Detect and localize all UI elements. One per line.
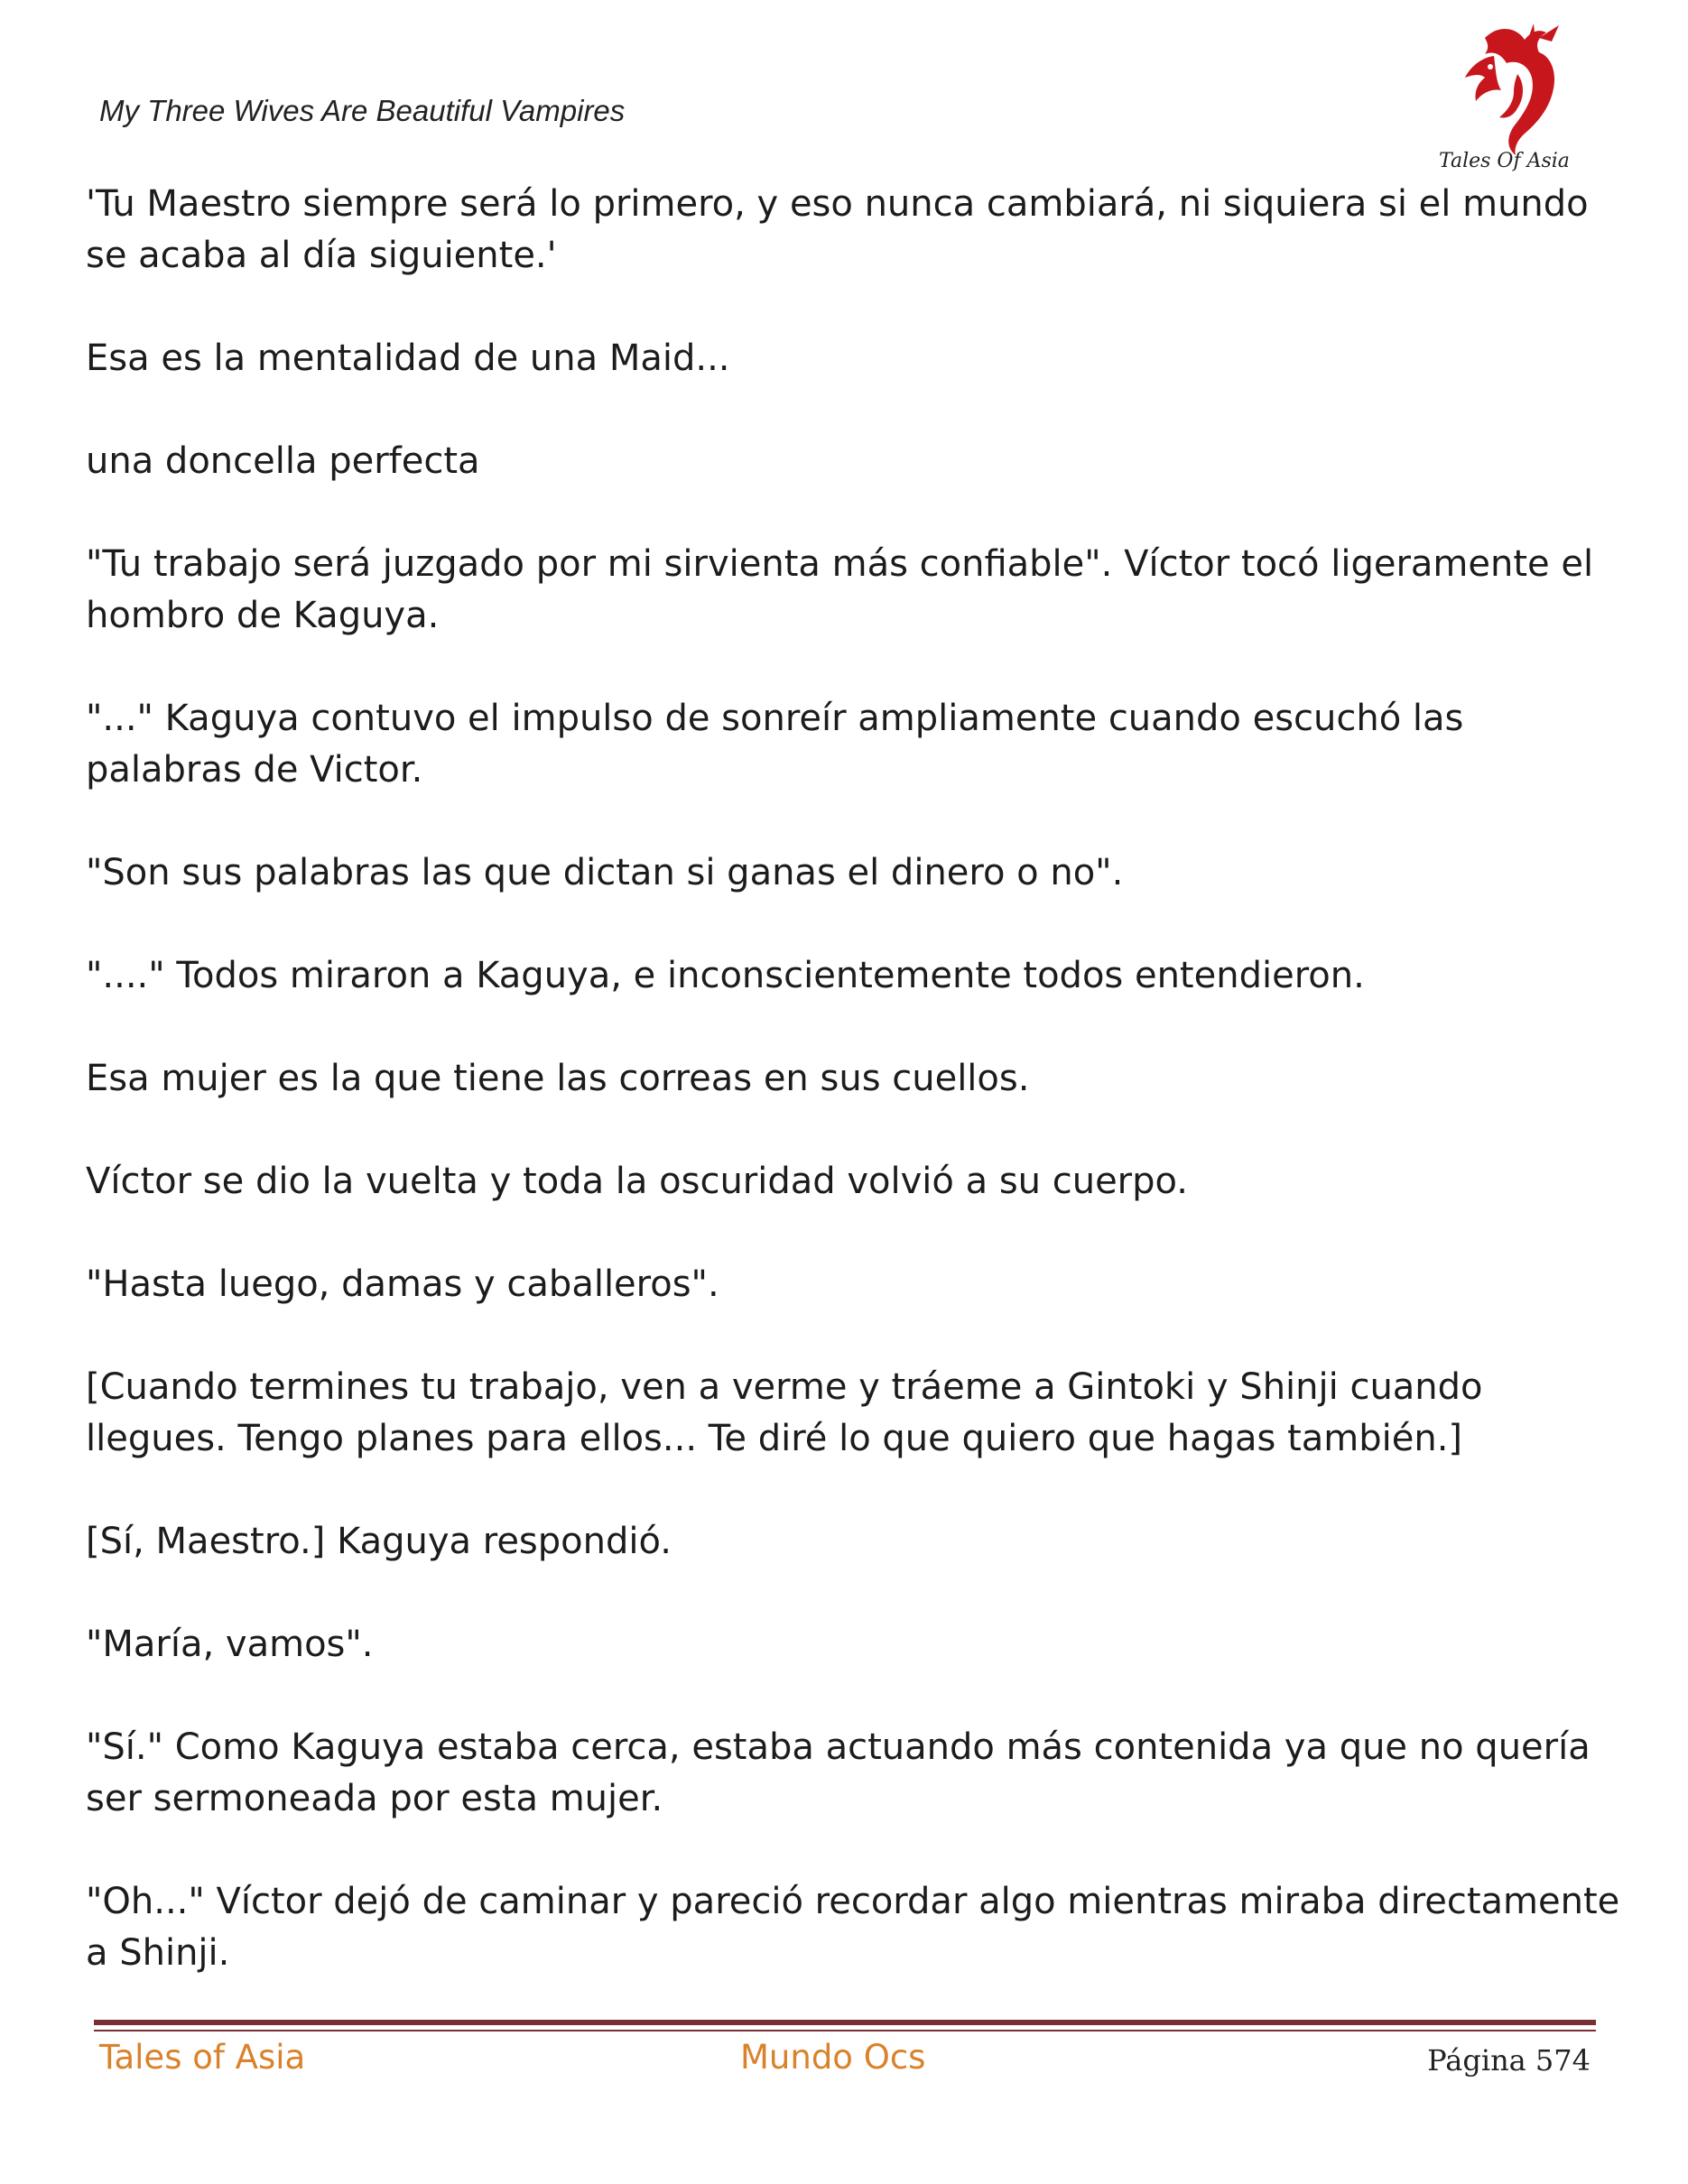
page-number: Página 574: [1427, 2043, 1591, 2078]
book-title: My Three Wives Are Beautiful Vampires: [99, 94, 626, 127]
paragraph: Esa mujer es la que tiene las correas en sus cuellos.: [86, 1058, 1030, 1099]
paragraph: "Oh..." Víctor dejó de caminar y pareció recordar algo mientras miraba directamente a Shinji.: [86, 1881, 1620, 1974]
paragraph: Esa es la mentalidad de una Maid...: [86, 338, 730, 379]
paragraph: "Hasta luego, damas y caballeros".: [86, 1263, 719, 1305]
footer-section-name: Mundo Ocs: [740, 2038, 926, 2077]
paragraph: "...." Todos miraron a Kaguya, e inconscientemente todos entendieron.: [86, 955, 1365, 996]
paragraph: "María, vamos".: [86, 1624, 374, 1665]
paragraph: 'Tu Maestro siempre será lo primero, y eso nunca cambiará, ni siquiera si el mundo se acaba al día siguiente.': [86, 183, 1589, 276]
footer-rule-thick: [94, 2020, 1596, 2025]
chapter-text: [86, 179, 1620, 2031]
footer-site-name: Tales of Asia: [99, 2038, 306, 2077]
paragraph: "Son sus palabras las que dictan si ganas el dinero o no".: [86, 852, 1124, 893]
paragraph: [Cuando termines tu trabajo, ven a verme y tráeme a Gintoki y Shinji cuando llegues. Tengo planes para ellos... Te diré lo que quiero que hagas también.]: [86, 1366, 1483, 1459]
paragraph: una doncella perfecta: [86, 440, 480, 482]
paragraph: Víctor se dio la vuelta y toda la oscuridad volvió a su cuerpo.: [86, 1161, 1188, 1202]
paragraph: "..." Kaguya contuvo el impulso de sonreír ampliamente cuando escuchó las palabras de Victor.: [86, 698, 1464, 791]
paragraph: "Sí." Como Kaguya estaba cerca, estaba actuando más contenida ya que no quería ser sermoneada por esta mujer.: [86, 1726, 1591, 1819]
logo-text: Tales Of Asia: [1439, 150, 1570, 172]
footer-rule-thin: [94, 2030, 1596, 2031]
paragraph: [Sí, Maestro.] Kaguya respondió.: [86, 1521, 672, 1562]
paragraph: "Tu trabajo será juzgado por mi sirvienta más confiable". Víctor tocó ligeramente el hombro de Kaguya.: [86, 543, 1594, 636]
